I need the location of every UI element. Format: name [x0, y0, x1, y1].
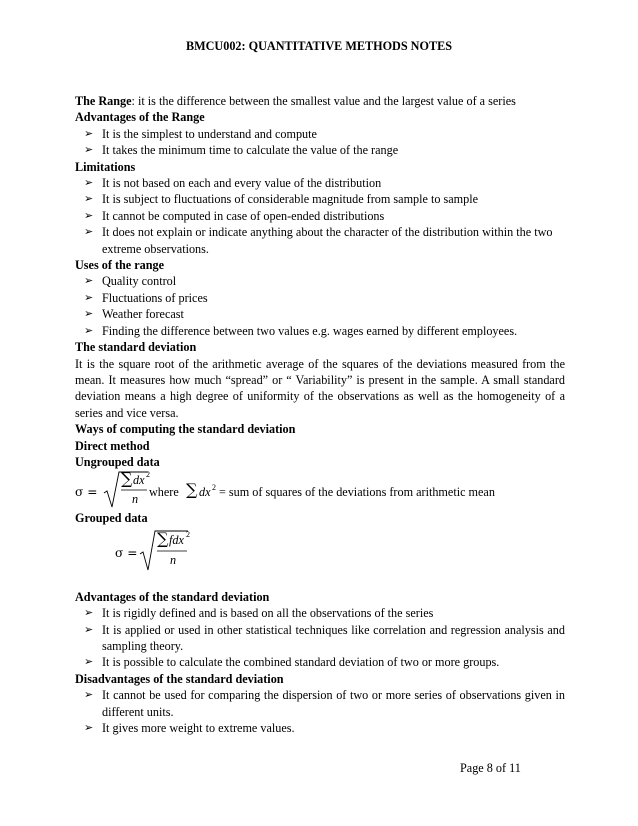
list-item: ➢ It is applied or used in other statistical techniques like correlation and regression analysis and sampling theory. [84, 622, 565, 653]
range-advantages-heading: Advantages of the Range [75, 110, 205, 125]
arrow-bullet-icon: ➢ [84, 127, 94, 140]
numerator-power: 2 [146, 470, 150, 480]
arrow-bullet-icon: ➢ [84, 144, 94, 157]
range-limitations-heading: Limitations [75, 159, 136, 174]
list-item: ➢ It gives more weight to extreme values. [84, 721, 295, 735]
sigma-equals: σ = [115, 545, 138, 560]
list-item: ➢ It cannot be computed in case of open-ended distributions [84, 208, 385, 223]
list-item: ➢ It is subject to fluctuations of considerable magnitude from sample to sample [84, 192, 479, 207]
arrow-bullet-icon: ➢ [84, 607, 94, 620]
numerator-dx: dx [133, 473, 145, 488]
arrow-bullet-icon: ➢ [84, 226, 94, 239]
where-description: = sum of squares of the deviations from arithmetic mean [219, 485, 495, 500]
sd-ungrouped-heading: Ungrouped data [75, 454, 160, 469]
list-item: ➢ It is not based on each and every value of the distribution [84, 176, 382, 191]
page-content [75, 93, 565, 736]
sd-ways-heading: Ways of computing the standard deviation [75, 422, 296, 437]
sd-advantages-list [75, 605, 565, 671]
range-uses-list [75, 273, 565, 339]
range-definition [75, 93, 565, 109]
list-item: ➢ It takes the minimum time to calculate the value of the range [84, 143, 399, 158]
list-item: ➢ Fluctuations of prices [84, 290, 208, 305]
arrow-bullet-icon: ➢ [84, 193, 94, 206]
arrow-bullet-icon: ➢ [84, 656, 94, 669]
sd-disadvantages-heading: Disadvantages of the standard deviation [75, 671, 284, 686]
sigma-equals: σ = [75, 485, 98, 500]
list-item: ➢ It is rigidly defined and is based on all the observations of the series [84, 606, 434, 621]
arrow-bullet-icon: ➢ [84, 308, 94, 321]
list-item: ➢ It does not explain or indicate anything about the character of the distribution within the two extreme observations. [84, 225, 553, 256]
arrow-bullet-icon: ➢ [84, 209, 94, 222]
range-uses-heading: Uses of the range [75, 258, 165, 273]
page-header: BMCU002: QUANTITATIVE METHODS NOTES [185, 39, 452, 53]
list-item: ➢ Weather forecast [84, 307, 184, 322]
numerator-power: 2 [186, 529, 190, 539]
where-label: where [149, 485, 179, 500]
list-item: ➢ It is possible to calculate the combined standard deviation of two or more groups. [84, 655, 500, 670]
sd-grouped-heading: Grouped data [75, 511, 148, 526]
where-power: 2 [212, 483, 216, 493]
sum-symbol: ∑ [186, 480, 198, 500]
sd-disadvantages-list [75, 687, 565, 736]
arrow-bullet-icon: ➢ [84, 689, 94, 702]
sd-direct-heading: Direct method [75, 438, 150, 453]
sd-paragraph: It is the square root of the arithmetic average of the squares of the deviations measured from the mean. It measures how much “spread” or “ Variability” is present in the sample. A small standard deviation means a high degree of uniformity of the observations as well as the homogeneity of a series and vice versa. [75, 356, 565, 420]
ungrouped-formula [75, 470, 565, 510]
list-item: ➢ Finding the difference between two values e.g. wages earned by different employees. [84, 323, 518, 338]
arrow-bullet-icon: ➢ [84, 722, 94, 734]
list-item: ➢ It is the simplest to understand and compute [84, 126, 317, 141]
sum-symbol: ∑ [121, 469, 133, 489]
arrow-bullet-icon: ➢ [84, 623, 94, 636]
arrow-bullet-icon: ➢ [84, 291, 94, 304]
sd-advantages-heading: Advantages of the standard deviation [75, 589, 270, 604]
grouped-formula [75, 529, 565, 575]
arrow-bullet-icon: ➢ [84, 177, 94, 190]
list-item: ➢ It cannot be used for comparing the dispersion of two or more series of observations given in different units. [84, 688, 565, 719]
arrow-bullet-icon: ➢ [84, 324, 94, 337]
denominator-n: n [170, 552, 177, 567]
sum-symbol: ∑ [157, 528, 169, 548]
range-advantages-list [75, 126, 565, 159]
numerator-fdx: fdx [169, 532, 184, 547]
page-number: Page 8 of 11 [460, 761, 521, 775]
denominator-n: n [132, 492, 139, 507]
range-limitations-list [75, 175, 565, 257]
where-var-dx: dx [199, 485, 211, 500]
range-term: The Range [75, 94, 132, 108]
arrow-bullet-icon: ➢ [84, 275, 94, 288]
list-item: ➢ Quality control [84, 274, 177, 289]
sd-heading: The standard deviation [75, 340, 197, 355]
range-definition-text: : it is the difference between the smallest value and the largest value of a series [131, 94, 516, 108]
